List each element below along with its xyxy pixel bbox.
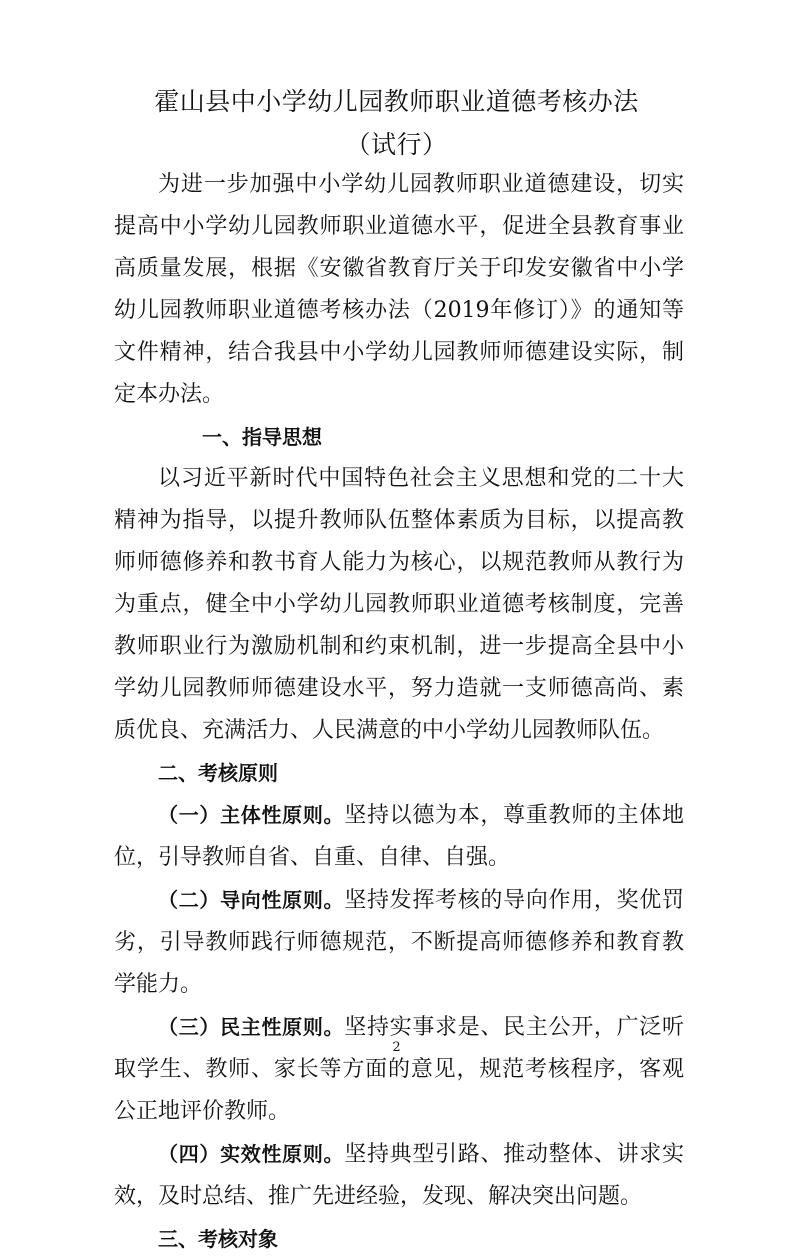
principle-item [114, 879, 684, 1006]
section-heading-guiding-ideology: 一、指导思想 [202, 425, 322, 449]
principle-item [114, 794, 684, 879]
guiding-ideology-paragraph: 以习近平新时代中国特色社会主义思想和党的二十大精神为指导，以提升教师队伍整体素质为目标，以提高教师师德修养和教书育人能力为核心，以规范教师从教行为为重点，健全中小学幼儿园教师职业道德考核制度，完善教师职业行为激励机制和约束机制，进一步提高全县中小学幼儿园教师师德建设水平，努力造就一支师德高尚、素质优良、充满活力、人民满意的中小学幼儿园教师队伍。 [114, 466, 684, 743]
principle-text: 坚持以德为本，尊重教师的主体地位，引导教师自省、自重、自律、自强。 [114, 803, 684, 870]
principle-text: 坚持典型引路、推动整体、讲求实效，及时总结、推广先进经验，发现、解决突出问题。 [114, 1142, 684, 1209]
document-subtitle: （试行） [345, 130, 448, 159]
principle-label: （二）导向性原则。 [158, 888, 345, 912]
document-title: 霍山县中小学幼儿园教师职业道德考核办法 [154, 87, 639, 116]
principle-label: （四）实效性原则。 [158, 1142, 345, 1166]
principle-label: （三）民主性原则。 [158, 1015, 345, 1039]
principle-label: （一）主体性原则。 [158, 803, 345, 827]
document-body [114, 164, 684, 1260]
intro-paragraph: 为进一步加强中小学幼儿园教师职业道德建设，切实提高中小学幼儿园教师职业道德水平，促进全县教育事业高质量发展，根据《安徽省教育厅关于印发安徽省中小学幼儿园教师职业道德考核办法（2019年修订）》的通知等文件精神，结合我县中小学幼儿园教师师德建设实际，制定本办法。 [114, 172, 684, 407]
principle-text: 坚持发挥考核的导向作用，奖优罚劣，引导教师践行师德规范，不断提高师德修养和教育教学能力。 [114, 888, 684, 997]
principle-item [114, 1133, 684, 1218]
principle-item [114, 1006, 684, 1133]
section-heading-assessment-targets: 三、考核对象 [158, 1227, 278, 1251]
principle-text: 坚持实事求是、民主公开，广泛听取学生、教师、家长等方面的意见，规范考核程序，客观公正地评价教师。 [114, 1015, 684, 1124]
section-heading-assessment-principles: 二、考核原则 [158, 761, 278, 785]
page-number: 2 [392, 1040, 401, 1055]
